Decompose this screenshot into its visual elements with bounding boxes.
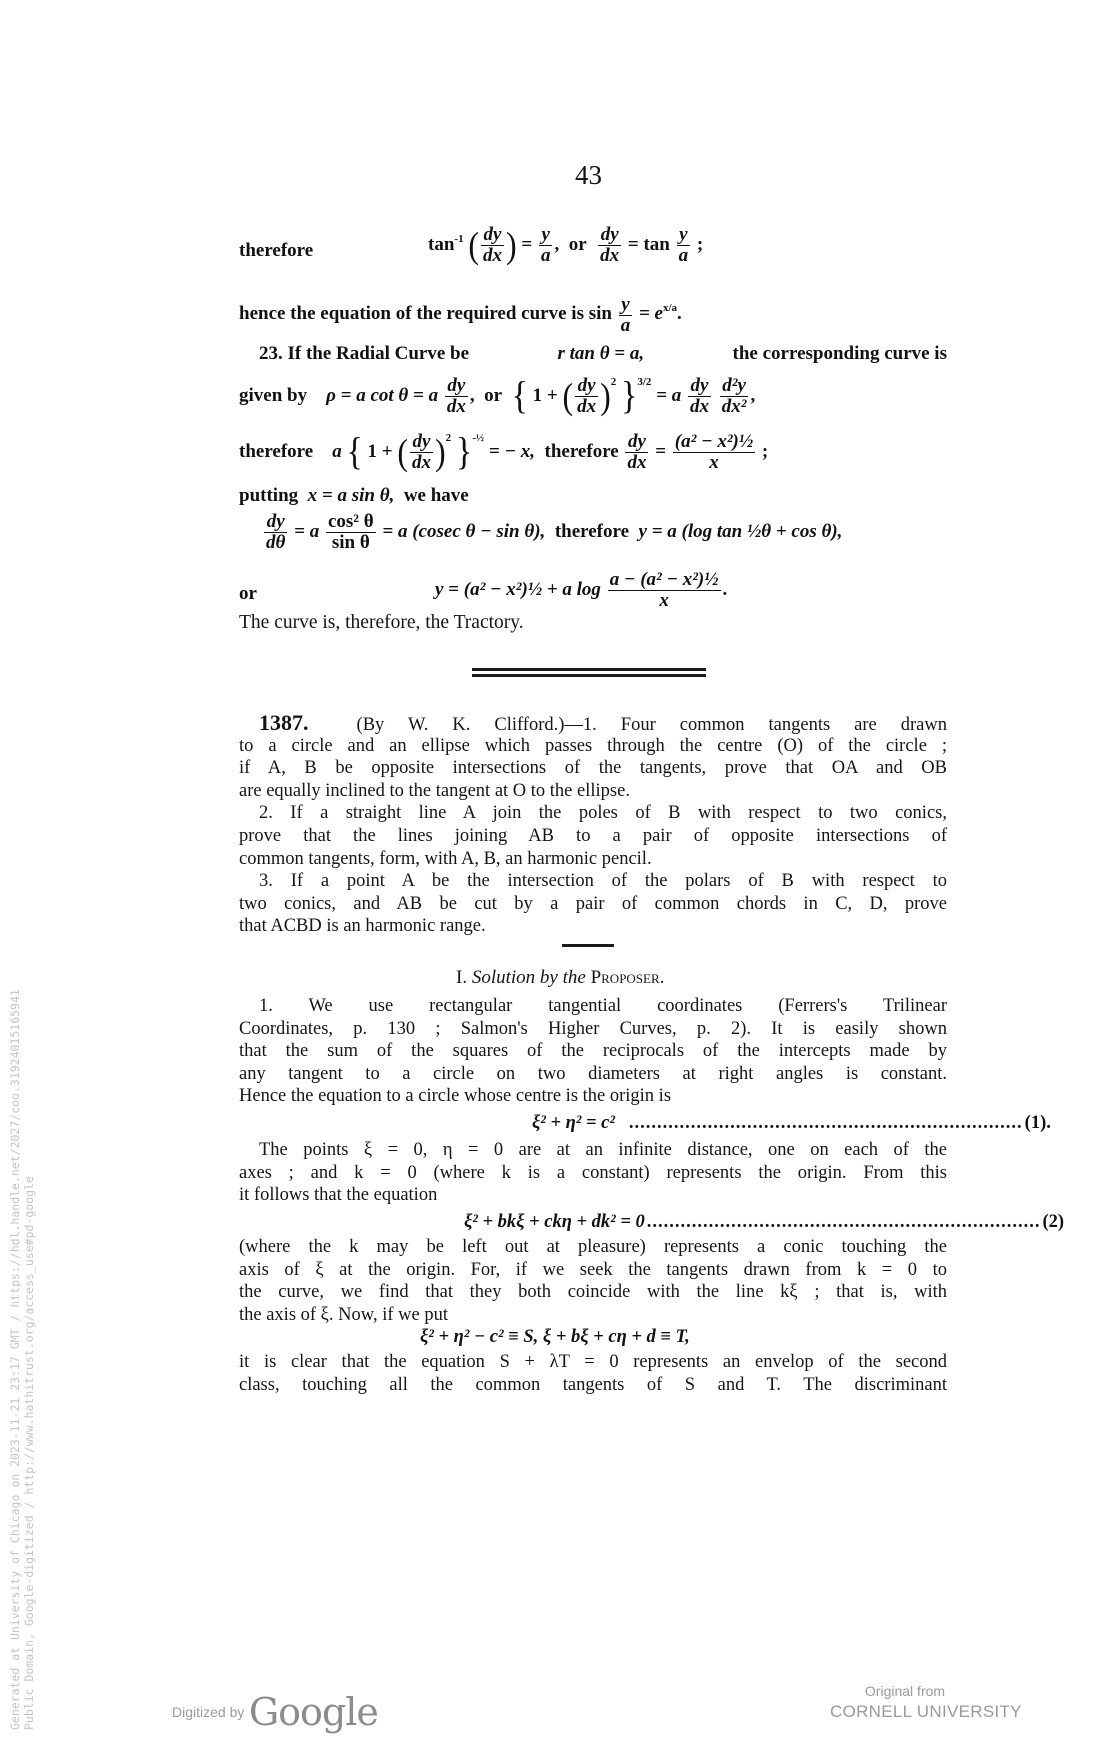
denominator: dx² xyxy=(721,396,747,418)
equation-1 xyxy=(532,1113,1051,1134)
section-divider-top xyxy=(472,668,706,671)
hence-line xyxy=(239,295,682,336)
problem-number: 1387. xyxy=(259,710,309,735)
equation-text: ξ² + η² = c² xyxy=(532,1113,615,1133)
paren-open: ( xyxy=(468,224,479,266)
equation-label: (2) xyxy=(1042,1212,1065,1232)
short-divider xyxy=(562,944,614,947)
equation-s-t xyxy=(420,1327,690,1348)
denominator: dx xyxy=(446,396,466,418)
eq-text: = a xyxy=(294,520,320,542)
eq-text: y = a (log tan ½θ + cos θ), xyxy=(638,520,843,542)
fraction-y-a xyxy=(539,225,553,266)
problem-author: (By W. K. Clifford.)—1. xyxy=(356,715,597,735)
solution-paragraph-2 xyxy=(239,1139,947,1207)
eq-text: = a (cosec θ − sin θ), xyxy=(382,520,546,542)
original-from-text: Original from xyxy=(864,1683,946,1699)
fraction-dy-dx-3 xyxy=(445,376,468,417)
fraction-y-a-3 xyxy=(619,295,633,336)
solution-line: class, touching all the common tangents of S and T. The discriminant xyxy=(239,1374,947,1395)
solution-heading xyxy=(456,967,664,990)
equation-tan-inverse: $\tan^{-1}$ ( $\frac{dy}{dx}$ ) = $\frac{y}{a}$ , or $\frac{dy}{dx}$ = tan $\frac{y}{a}$ ; xyxy=(428,224,704,266)
numerator: dy xyxy=(412,431,431,453)
or-label: or xyxy=(239,583,257,604)
eq-text: sin xyxy=(588,302,612,324)
problem-line: are equally inclined to the tangent at O to the ellipse. xyxy=(239,780,630,801)
denominator: a xyxy=(540,244,551,266)
eq-end: , xyxy=(750,385,756,406)
page-number: 43 xyxy=(575,160,602,190)
eq-text: a xyxy=(332,441,342,462)
numerator: dy xyxy=(447,375,466,397)
paren-close: ) xyxy=(600,375,611,417)
numerator: y xyxy=(621,294,630,315)
solution-line: Coordinates, p. 130 ; Salmon's Higher Curves, p. 2). It is easily shown xyxy=(239,1018,947,1039)
fraction-y-a-2 xyxy=(677,225,691,266)
brace-close: } xyxy=(455,430,473,474)
eq-sup: -½ xyxy=(472,432,485,444)
numerator: dy xyxy=(690,375,709,397)
therefore-word: therefore xyxy=(554,520,630,542)
numerator: dy xyxy=(266,511,285,532)
numerator: dy xyxy=(600,224,619,245)
digitized-by-text: Digitized by xyxy=(172,1704,245,1720)
heading-proposer: Proposer. xyxy=(590,967,665,988)
solution-line: that the sum of the squares of the reciprocals of the intercepts made by xyxy=(239,1041,947,1062)
problem-line: common tangents, form, with A, B, an harmonic pencil. xyxy=(239,848,652,869)
fraction-dy-dx-5 xyxy=(688,376,711,417)
solution-line: axis of ξ at the origin. For, if we seek the tangents drawn from k = 0 to xyxy=(239,1259,947,1280)
solution-paragraph-4 xyxy=(239,1351,947,1396)
eq-sign: = xyxy=(655,441,667,462)
watermark-line-2: Public Domain, Google-digitized / http://www.hathitrust.org/access_use#pd-google xyxy=(22,1176,36,1730)
numerator: dy xyxy=(577,375,596,397)
therefore-label-1: therefore xyxy=(239,240,314,261)
or-word: or xyxy=(568,233,587,255)
fraction-root-over-x xyxy=(673,432,755,473)
problem-line: prove that the lines joining AB to a pair of opposite intersections of xyxy=(239,825,947,846)
original-from xyxy=(830,1683,1022,1722)
eq-sup: x/a xyxy=(662,301,678,314)
equation-label: (1). xyxy=(1024,1113,1051,1133)
numerator: y xyxy=(541,224,550,245)
eq-text: = a xyxy=(656,385,682,406)
paragraph-number: 23. xyxy=(259,343,283,364)
paragraph-text: If the Radial Curve be xyxy=(287,343,470,364)
eq-sign: = xyxy=(521,233,533,255)
denominator: dx xyxy=(600,244,620,266)
fraction-dy-dtheta xyxy=(264,512,287,553)
conclusion-text: The curve is, therefore, the Tractory. xyxy=(239,612,524,633)
equation-2 xyxy=(464,1212,1065,1233)
given-by-text: given by xyxy=(239,385,308,406)
eq-end: ; xyxy=(761,441,769,462)
numerator: d²y xyxy=(722,375,746,397)
solution-line: axes ; and k = 0 (where k is a constant) represents the origin. From this xyxy=(239,1162,947,1183)
equation-dy-dtheta xyxy=(262,512,842,553)
denominator: dx xyxy=(412,452,432,474)
problem-line: if A, B be opposite intersections of the tangents, prove that OA and OB xyxy=(239,758,947,779)
brace-open: { xyxy=(346,430,363,474)
eq-end: . xyxy=(722,578,728,600)
solution-line: the axis of ξ. Now, if we put xyxy=(239,1304,448,1325)
equation-text: ξ² + bkξ + ckη + dk² = 0 xyxy=(464,1212,645,1232)
solution-paragraph-1 xyxy=(239,995,947,1108)
numerator: cos² θ xyxy=(327,511,374,532)
numerator: dy xyxy=(483,224,502,245)
numerator: a − (a² − x²)½ xyxy=(609,569,719,590)
denominator: dθ xyxy=(266,531,286,553)
fraction-dy-dx-4 xyxy=(575,376,598,417)
denominator: a xyxy=(620,314,631,336)
eq-end: ; xyxy=(696,233,704,255)
denominator: sin θ xyxy=(331,531,370,553)
institution-name: CORNELL UNIVERSITY xyxy=(830,1702,1022,1721)
leader-dots: ...................................................................... xyxy=(628,1113,1023,1133)
solution-line: it is clear that the equation S + λT = 0 represents an envelop of the second xyxy=(239,1352,947,1372)
fraction-dy-dx-7 xyxy=(625,432,648,473)
fraction-dy-dx-2 xyxy=(598,225,621,266)
hence-text: hence the equation of the required curve is xyxy=(239,302,584,324)
paragraph-23-line1 xyxy=(259,343,947,365)
fraction-log-arg xyxy=(608,570,721,611)
eq-text: x = a sin θ, xyxy=(307,485,395,506)
denominator: x xyxy=(659,589,669,611)
therefore-line-2 xyxy=(239,432,768,473)
eq-sup: 2 xyxy=(445,432,452,444)
solution-line: any tangent to a circle on two diameters at right angles is constant. xyxy=(239,1063,947,1084)
denominator: dx xyxy=(690,396,709,418)
equation-y-tractory xyxy=(435,570,727,611)
eq-text: y = (a² − x²)½ + a log xyxy=(435,578,601,600)
equation-text: ξ² + η² − c² ≡ S, ξ + bξ + cη + d ≡ T, xyxy=(420,1327,690,1347)
we-have-text: we have xyxy=(403,485,469,506)
denominator: dx xyxy=(482,244,502,266)
or-word: or xyxy=(484,385,503,406)
eq-sup: 3/2 xyxy=(637,376,652,388)
eq-sup: 2 xyxy=(610,376,617,388)
solution-paragraph-3 xyxy=(239,1236,947,1326)
numerator: dy xyxy=(628,431,646,453)
eq-text: = − x, xyxy=(488,441,536,462)
putting-line xyxy=(239,485,469,507)
paren-open: ( xyxy=(397,431,409,473)
numerator: y xyxy=(679,224,688,245)
problem-line: two conics, and AB be cut by a pair of common chords in C, D, prove xyxy=(239,893,947,914)
eq-text: 1 + xyxy=(532,385,558,406)
given-by-line: given by ρ = a cot θ = a $\frac{dy}{dx}$ , or { 1 + ( $\frac{dy}{dx}$ )$^2$ }$^{3/2}$ = a $\frac{dy}{dx}$ $\frac{\text{d²y}}{\text{dx²}}$ , xyxy=(239,374,756,418)
solution-line: (where the k may be left out at pleasure) represents a conic touching the xyxy=(239,1237,947,1257)
problem-line: to a circle and an ellipse which passes through the centre (O) of the circle ; xyxy=(239,735,947,756)
radial-curve-equation: r tan θ = a, xyxy=(557,343,645,364)
putting-text: putting xyxy=(239,485,299,506)
solution-line: The points ξ = 0, η = 0 are at an infinite distance, one on each of the xyxy=(259,1140,947,1160)
problem-line: 2. If a straight line A join the poles of B with respect to two conics, xyxy=(259,803,947,824)
problem-1387 xyxy=(239,712,947,938)
heading-number: I. xyxy=(456,967,468,988)
leader-dots: ...................................................................... xyxy=(646,1212,1041,1232)
eq-sign: = xyxy=(627,233,639,255)
therefore-label-2: therefore xyxy=(239,441,314,462)
problem-line xyxy=(239,712,947,735)
heading-italic: Solution by the xyxy=(471,967,586,988)
solution-line: it follows that the equation xyxy=(239,1185,438,1206)
section-divider-bottom xyxy=(472,674,706,677)
solution-line: 1. We use rectangular tangential coordinates (Ferrers's Trilinear xyxy=(259,996,947,1016)
fraction-dy-dx xyxy=(481,225,504,266)
brace-close: } xyxy=(621,374,638,418)
paren-close: ) xyxy=(505,224,517,266)
numerator: (a² − x²)½ xyxy=(674,431,754,453)
google-logo: Google xyxy=(248,1690,378,1734)
paren-close: ) xyxy=(435,431,446,473)
solution-line: Hence the equation to a circle whose centre is the origin is xyxy=(239,1086,672,1107)
eq-text: 1 + xyxy=(367,441,393,462)
paren-open: ( xyxy=(562,375,574,417)
problem-line: 3. If a point A be the intersection of the polars of B with respect to xyxy=(259,871,947,892)
fraction-cos-sin xyxy=(326,512,376,553)
eq-text: ρ = a cot θ = a xyxy=(326,385,439,406)
fraction-d2y-dx2 xyxy=(720,376,749,417)
solution-line: the curve, we find that they both coincide with the line kξ ; that is, with xyxy=(239,1282,947,1303)
fraction-dy-dx-6 xyxy=(410,432,433,473)
denominator: x xyxy=(709,452,719,474)
denominator: a xyxy=(678,244,689,266)
problem-text: Four common tangents are drawn xyxy=(620,715,947,735)
eq-text: tan xyxy=(428,233,455,255)
denominator: dx xyxy=(627,452,647,474)
therefore-word: therefore xyxy=(544,441,619,462)
brace-open: { xyxy=(511,374,528,418)
paragraph-text: the corresponding curve is xyxy=(732,343,947,364)
denominator: dx xyxy=(577,396,597,418)
eq-end: . xyxy=(677,302,682,324)
digitized-by-google-logo xyxy=(172,1690,378,1734)
eq-text: tan xyxy=(643,233,670,255)
watermark-line-1: Generated at University of Chicago on 2023-11-21 23:17 GMT / https://hdl.handle.net/2027/coo.31924015165941 xyxy=(8,989,22,1730)
eq-text: = e xyxy=(638,302,663,324)
eq-sup: -1 xyxy=(454,232,464,245)
problem-line: that ACBD is an harmonic range. xyxy=(239,916,486,937)
